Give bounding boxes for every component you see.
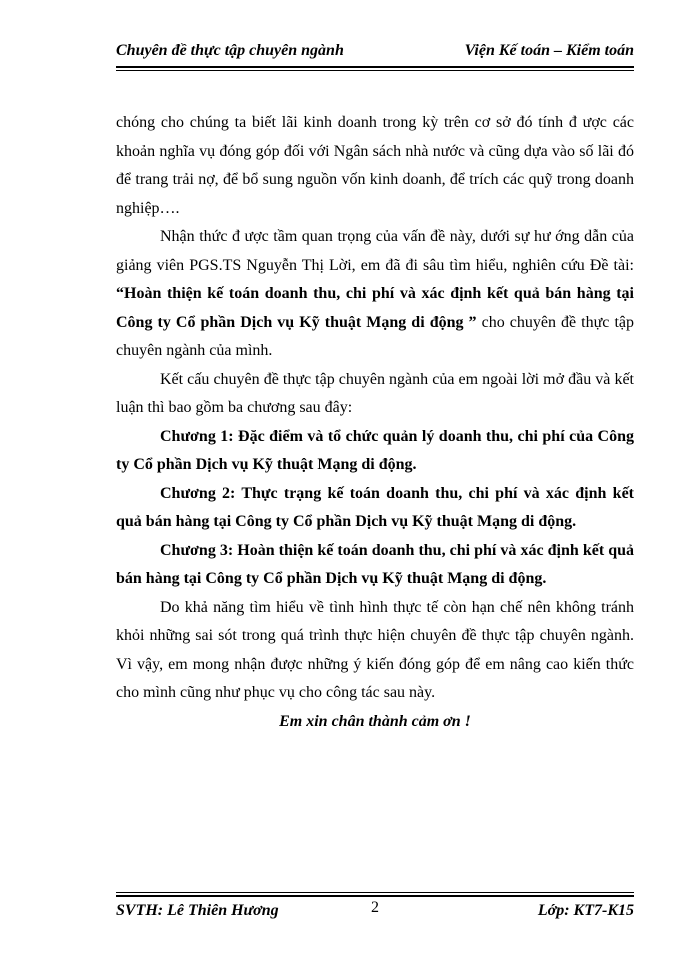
header-report-title: Chuyên đề thực tập chuyên ngành — [116, 42, 344, 59]
paragraph-continuation: chóng cho chúng ta biết lãi kinh doanh trong kỳ trên cơ sở đó tính đ ược các khoản nghĩa vụ đóng góp đối với Ngân sách nhà nước và cũng dựa vào số lãi đó để trang trải nợ, để bổ sung nguồn vốn kinh doanh, để trích các quỹ trong doanh nghiệp…. — [116, 114, 634, 217]
header-institute: Viện Kế toán – Kiểm toán — [464, 42, 634, 59]
header-rule-thin — [116, 70, 634, 71]
topic-outro: cho chuyên đề thực tập chuyên ngành của mình. — [116, 313, 635, 359]
paragraph-structure: Kết cấu chuyên đề thực tập chuyên ngành của em ngoài lời mở đầu và kết luận thì bao gồm ba chương sau đây: — [116, 370, 634, 416]
topic-title: “Hoàn thiện kế toán doanh thu, chi phí và xác định kết quả bán hàng tại Công ty Cổ phần Dịch vụ Kỹ thuật Mạng di động ” — [116, 285, 634, 331]
chapter-2: Chương 2: Thực trạng kế toán doanh thu, chi phí và xác định kết quả bán hàng tại Công ty Cổ phần Dịch vụ Kỹ thuật Mạng di động. — [116, 484, 634, 530]
chapter-1: Chương 1: Đặc điểm và tổ chức quản lý doanh thu, chi phí của Công ty Cổ phần Dịch vụ Kỹ thuật Mạng di động. — [116, 427, 634, 473]
document-body — [116, 109, 634, 736]
chapter-3: Chương 3: Hoàn thiện kế toán doanh thu, chi phí và xác định kết quả bán hàng tại Công ty Cổ phần Dịch vụ Kỹ thuật Mạng di động. — [116, 541, 634, 587]
page-header — [116, 40, 634, 66]
footer-rule-thin — [116, 892, 634, 893]
page-footer — [116, 899, 634, 923]
header-rule-thick — [116, 66, 634, 68]
paragraph-limitations: Do khả năng tìm hiểu về tình hình thực tế còn hạn chế nên không tránh khỏi những sai sót trong quá trình thực hiện chuyên đề thực tập chuyên ngành. Vì vậy, em mong nhận được những ý kiến đóng góp để em nâng cao kiến thức cho mình cũng như phục vụ cho công tác sau này. — [116, 598, 634, 701]
page-number: 2 — [371, 899, 379, 916]
footer-student: SVTH: Lê Thiên Hương — [116, 902, 279, 919]
footer-rule-thick — [116, 895, 634, 897]
footer-class: Lớp: KT7-K15 — [537, 902, 634, 919]
topic-intro: Nhận thức đ ược tầm quan trọng của vấn đề này, dưới sự hư ớng dẫn của giảng viên PGS.TS Nguyễn Thị Lời, em đã đi sâu tìm hiểu, nghiên cứu Đề tài: — [116, 228, 634, 274]
closing-thanks: Em xin chân thành cảm ơn ! — [279, 712, 471, 730]
paragraph-topic — [116, 223, 634, 366]
